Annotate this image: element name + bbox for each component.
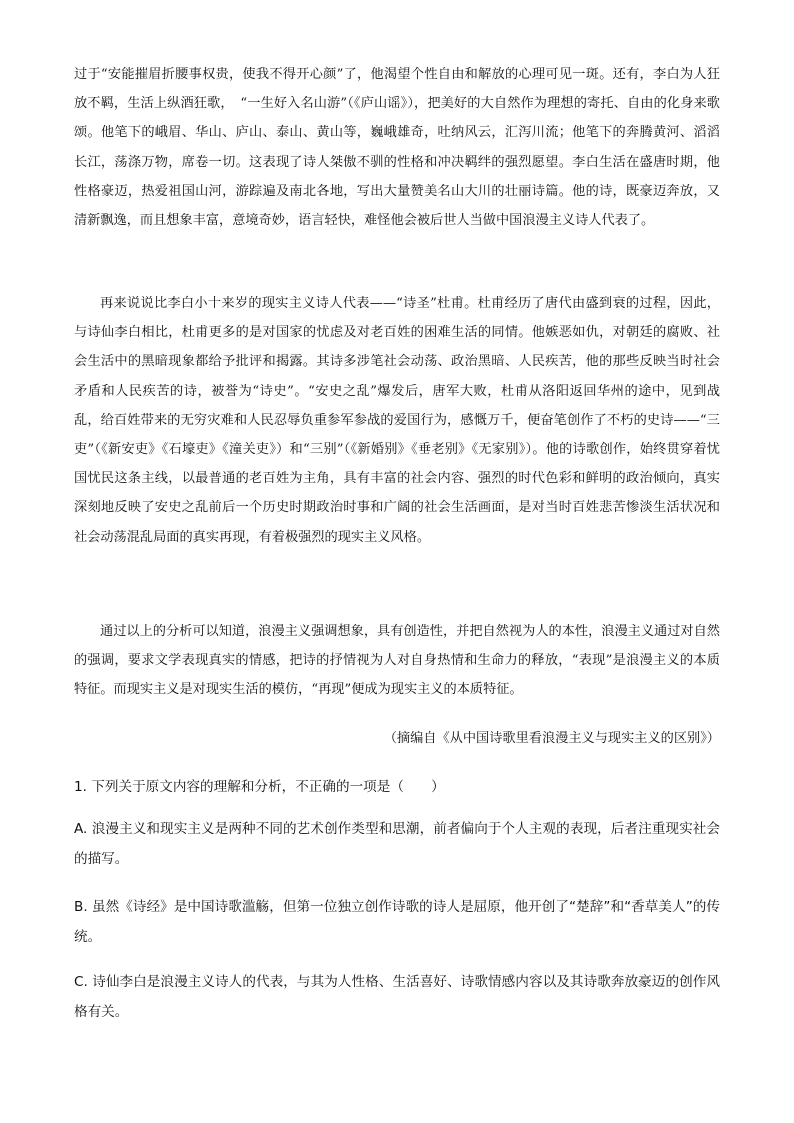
option-a: A. 浪漫主义和现实主义是两种不同的艺术创作类型和思潮，前者偏向于个人主观的表现，后者注重现实社会的描写。 [74, 821, 720, 867]
passage-paragraph-2: 再来说说比李白小十来岁的现实主义诗人代表——“诗圣”杜甫。杜甫经历了唐代由盛到衰的过程，因此，与诗仙李白相比，杜甫更多的是对国家的忧虑及对老百姓的困难生活的同情。他嫉恶如仇，对朝廷的腐败、社会生活中的黑暗现象都给予批评和揭露。其诗多涉笔社会动荡、政治黑暗、人民疾苦，他的那些反映当时社会矛盾和人民疾苦的诗，被誉为“诗史”。“安史之乱”爆发后，唐军大败，杜甫从洛阳返回华州的途中，见到战乱，给百姓带来的无穷灾难和人民忍辱负重参军参战的爱国行为，感慨万千，便奋笔创作了不朽的史诗——“三吏”（《新安吏》《石壕吏》《潼关吏》）和“三别”（《新婚别》《垂老别》《无家别》）。他的诗歌创作，始终贯穿着忧国忧民这条主线，以最普通的老百姓为主角，具有丰富的社会内容、强烈的时代色彩和鲜明的政治倾向，真实深刻地反映了安史之乱前后一个历史时期政治时事和广阔的社会生活画面，是对当时百姓悲苦惨淡生活状况和社会动荡混乱局面的真实再现，有着极强烈的现实主义风格。 [74, 296, 720, 545]
passage-source: （摘编自《从中国诗歌里看浪漫主义与现实主义的区别》） [383, 731, 720, 746]
passage-paragraph-1: 过于“安能摧眉折腰事权贵，使我不得开心颜”了，他渴望个性自由和解放的心理可见一斑。还有，李白为人狂放不羁，生活上纵酒狂歌， “一生好入名山游”（《庐山谣》），把美好的大自然作为理想的寄托、自由的化身来歌颂。他笔下的峨眉、华山、庐山、泰山、黄山等，巍峨雄奇，吐纳风云，汇泻川流；他笔下的奔腾黄河、滔滔长江，荡涤万物，席卷一切。这表现了诗人桀傲不驯的性格和冲决羁绊的强烈愿望。李白生活在盛唐时期，他性格豪迈，热爱祖国山河，游踪遍及南北各地，写出大量赞美名山大川的壮丽诗篇。他的诗，既豪迈奔放，又清新飘逸，而且想象丰富，意境奇妙，语言轻快，难怪他会被后世人当做中国浪漫主义诗人代表了。 [74, 67, 720, 229]
question-stem: 1. 下列关于原文内容的理解和分析，不正确的一项是（ ） [74, 779, 445, 795]
option-b: B. 虽然《诗经》是中国诗歌滥觞，但第一位独立创作诗歌的诗人是屈原，他开创了“楚辞”和“香草美人”的传统。 [74, 899, 720, 945]
option-c: C. 诗仙李白是浪漫主义诗人的代表，与其为人性格、生活喜好、诗歌情感内容以及其诗歌奔放豪迈的创作风格有关。 [74, 974, 720, 1020]
passage-paragraph-3: 通过以上的分析可以知道，浪漫主义强调想象，具有创造性，并把自然视为人的本性，浪漫主义通过对自然的强调，要求文学表现真实的情感，把诗的抒情视为人对自身热情和生命力的释放，“表现”是浪漫主义的本质特征。而现实主义是对现实生活的模仿，“再现”便成为现实主义的本质特征。 [74, 624, 720, 698]
